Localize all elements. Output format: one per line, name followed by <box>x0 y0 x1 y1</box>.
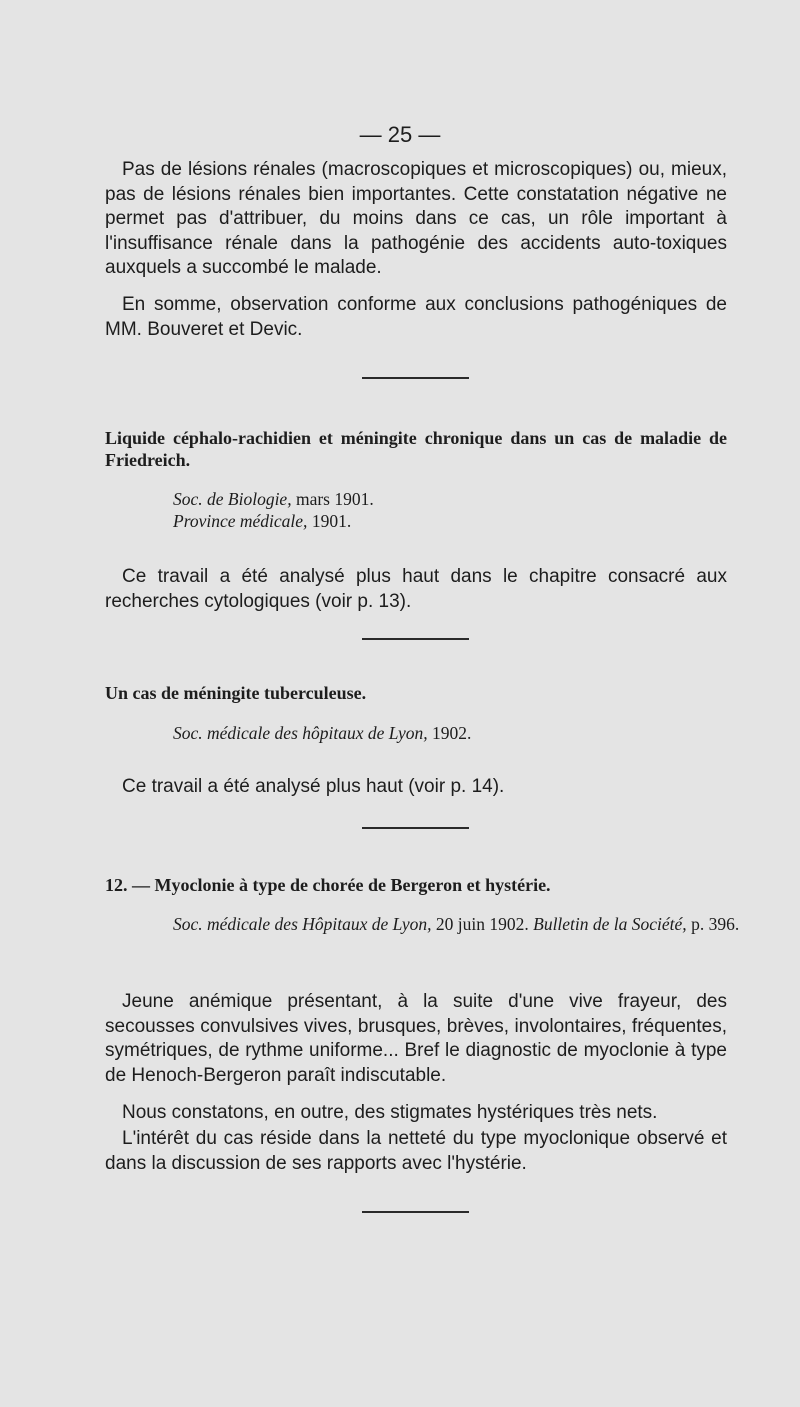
reference-date: 20 juin 1902. <box>431 914 534 934</box>
reference-journal: Soc. de Biologie, <box>173 489 292 509</box>
paragraph-analysis-note: Ce travail a été analysé plus haut dans le chapitre consacré aux recherches cytologiques (voir p. 13). <box>105 566 727 612</box>
section-divider <box>362 638 469 640</box>
reference-bulletin: Bulletin de la Société, <box>533 914 687 934</box>
paragraph-interest: L'intérêt du cas réside dans la netteté du type myoclonique observé et dans la discussion de ses rapports avec l'hystérie. <box>105 1128 727 1174</box>
reference-journal: Soc. médicale des Hôpitaux de Lyon, <box>173 914 432 934</box>
paragraph-case-description: Jeune anémique présentant, à la suite d'une vive frayeur, des secousses convulsives vives, brusques, brèves, involontaires, fréquentes, symétriques, de rythme uniforme... Bref le diagnostic de myoclonie à type de Henoch-Bergeron paraît indiscutable. <box>105 991 727 1086</box>
section-title-myoclonie: 12. — Myoclonie à type de chorée de Bergeron et hystérie. <box>105 875 551 895</box>
reference-lyon-bulletin <box>173 913 747 935</box>
paragraph-conclusion: En somme, observation conforme aux conclusions pathogéniques de MM. Bouveret et Devic. <box>105 294 727 340</box>
reference-date: mars 1901. <box>291 489 374 509</box>
reference-journal: Province médicale, <box>173 511 308 531</box>
reference-date: 1902. <box>427 723 472 743</box>
reference-journal: Soc. médicale des hôpitaux de Lyon, <box>173 723 428 743</box>
section-title-tuberculous: Un cas de méningite tuberculeuse. <box>105 683 367 703</box>
reference-province <box>173 510 733 532</box>
section-divider <box>362 827 469 829</box>
reference-date: 1901. <box>307 511 352 531</box>
paragraph-analysis-note: Ce travail a été analysé plus haut (voir p. 14). <box>122 776 505 797</box>
reference-lyon <box>173 722 733 744</box>
paragraph-renal-lesions: Pas de lésions rénales (macroscopiques et microscopiques) ou, mieux, pas de lésions rénales bien importantes. Cette constatation négative ne permet pas d'attribuer, du moins dans ce cas, un rôle important à l'insuffisance rénale dans la pathogénie des accidents auto-toxiques auxquels a succombé le malade. <box>105 159 727 278</box>
reference-biologie <box>173 488 733 510</box>
reference-page: p. 396. <box>686 914 740 934</box>
page-number: — 25 — <box>359 122 441 147</box>
paragraph-stigmata: Nous constatons, en outre, des stigmates hystériques très nets. <box>122 1102 658 1123</box>
section-divider <box>362 1211 469 1213</box>
section-divider <box>362 377 469 379</box>
section-title-friedreich: Liquide céphalo-rachidien et méningite chronique dans un cas de maladie de Friedreich. <box>105 428 727 470</box>
